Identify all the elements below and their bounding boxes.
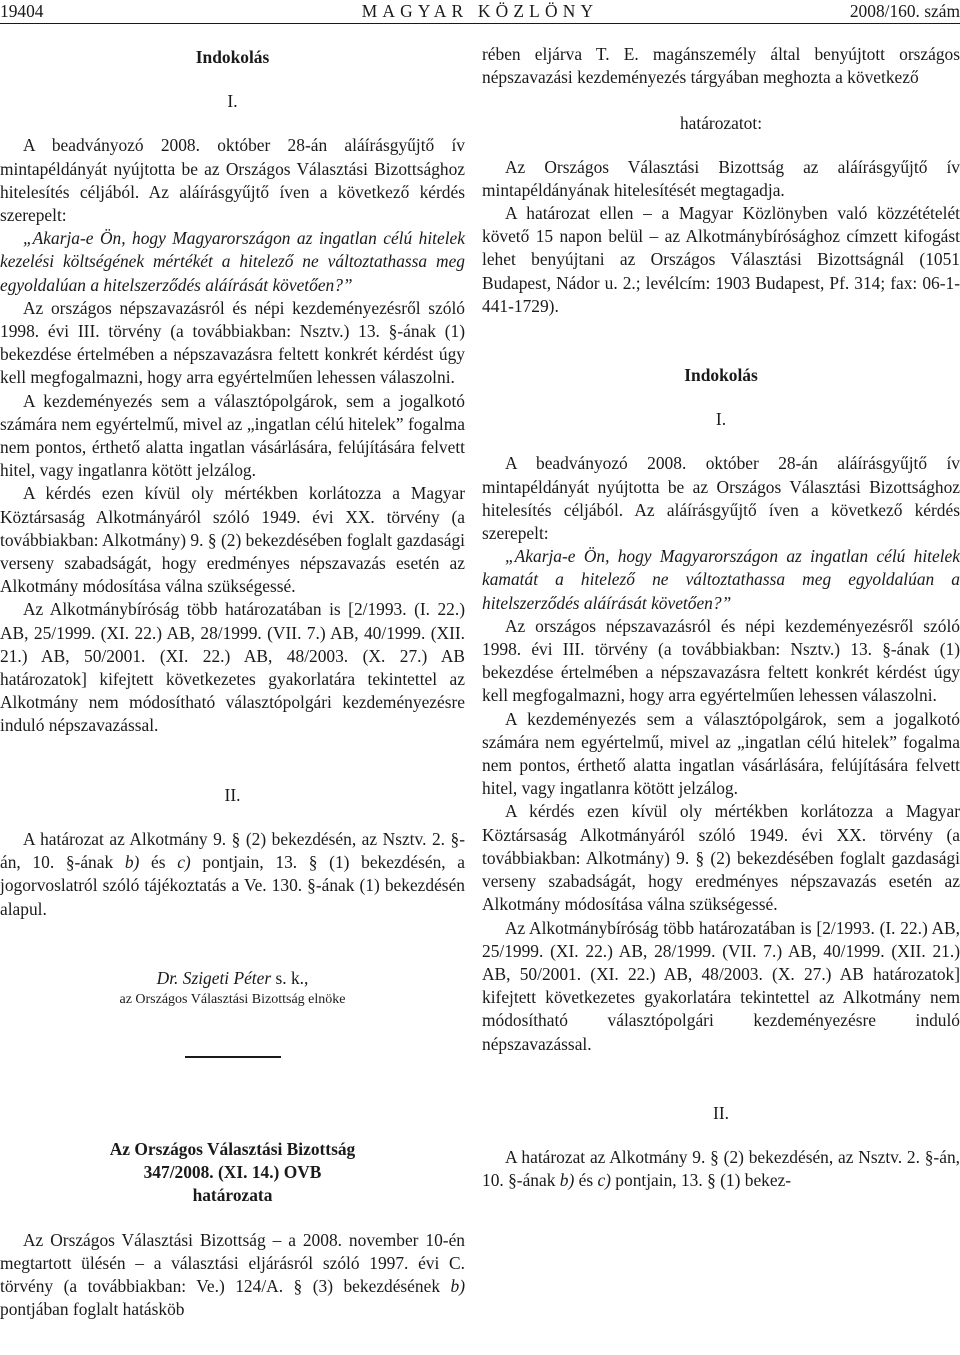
quoted-question: „Akarja-e Ön, hogy Magyarországon az ingatlan célú hitelek kezelési költségének mértékét a hitelező ne változtathassa meg egyoldalúan a hitelszerződés aláírását követően?” xyxy=(0,228,465,295)
text-run: b) xyxy=(124,852,140,873)
header-rule xyxy=(0,23,960,24)
paragraph: Az Alkotmánybíróság több határozatában is [2/1993. (I. 22.) AB, 25/1999. (XI. 22.) AB, 28/1999. (VII. 7.) AB, 40/1999. (XII. 21.) AB, 50/2001. (XI. 22.) AB, 48/2003. (X. 27.) AB határozatok] kifejtett következetes gyakorlatára tekintettel az Alkotmány nem módosítható választópolgári kezdeményezésre induló népszavazással. xyxy=(482,917,960,1054)
left-column xyxy=(0,46,465,1321)
text-run: A határozat az Alkotmány 9. § (2) bekezdésén, az Nsztv. 2. §-án, 10. §-ának xyxy=(0,828,465,873)
paragraph: A kérdés ezen kívül oly mértékben korlátozza a Magyar Köztársaság Alkotmányáról szóló 1949. évi XX. törvény (a továbbiakban: Alkotmány) 9. § (2) bekezdésében foglalt gazdasági verseny szabadságát, hogy eredményes népszavazás esetén az Alkotmány módosítása válna szükségessé. xyxy=(0,483,465,597)
page-number: 19404 xyxy=(0,1,44,21)
page-header xyxy=(0,0,960,24)
signer-sk: s. k., xyxy=(271,967,309,988)
quoted-question: „Akarja-e Ön, hogy Magyarországon az ingatlan célú hitelek kamatát a hitelező ne változtathassa meg egyoldalúan a hitelszerződés aláírását követően?” xyxy=(482,546,960,613)
paragraph xyxy=(0,828,465,921)
section-number: I. xyxy=(715,409,727,430)
section-number: I. xyxy=(227,91,238,112)
text-run: b) xyxy=(559,1170,575,1191)
journal-title: MAGYAR KÖZLÖNY xyxy=(361,1,599,21)
signature-name xyxy=(0,967,465,990)
paragraph: A beadványozó 2008. október 28-án aláírásgyűjtő ív mintapéldányát nyújtotta be az Országos Választási Bizottsághoz hitelesítés céljából. Az aláírásgyűjtő íven a következő kérdés szerepelt: xyxy=(482,453,960,544)
text-run: pontjain, 13. § (1) bekezdésén, a jogorvoslatról szóló tájékoztatás a Ve. 130. §-ának (1) bekezdésén alapul. xyxy=(0,852,466,919)
section-title: Indokolás xyxy=(195,47,270,67)
decision-title: Az Országos Választási Bizottság xyxy=(109,1138,356,1159)
paragraph xyxy=(482,1146,960,1192)
paragraph: A határozat ellen – a Magyar Közlönyben való közzétételét követő 15 napon belül – az Alkotmánybírósághoz címzett kifogást lehet benyújtani az Országos Választási Bizottságnál (1051 Budapest, Nádor u. 2.; levélcím: 1903 Budapest, Pf. 314; fax: 06-1-441-1729). xyxy=(482,203,960,316)
paragraph: A kezdeményezés sem a választópolgárok, sem a jogalkotó számára nem egyértelmű, mivel az „ingatlan célú hitelek” fogalma nem pontos, érthető alatta ingatlan vásárlására, felújítására felvett hitel, vagy ingatlanra kötött jelzálog. xyxy=(482,708,960,799)
section-title: Indokolás xyxy=(684,365,758,386)
decision-label: határozatot: xyxy=(679,113,763,134)
text-run: és xyxy=(139,852,178,873)
text-run: Az Országos Választási Bizottság – a 2008. november 10-én megtartott ülésén – a választási eljárásról szóló 1997. évi C. törvény (a továbbiakban: Ve.) 124/A. § (3) bekezdésének xyxy=(0,1229,465,1296)
text-run: c) xyxy=(597,1170,611,1191)
text-run: c) xyxy=(177,852,191,873)
section-number: II. xyxy=(713,1102,729,1123)
paragraph: Az országos népszavazásról és népi kezdeményezésről szóló 1998. évi III. törvény (a továbbiakban: Nsztv.) 13. §-ának (1) bekezdése értelmében a népszavazásra feltett konkrét kérdést úgy kell megfogalmazni, hogy arra egyértelműen lehessen válaszolni. xyxy=(0,297,465,388)
text-run: és xyxy=(574,1170,598,1191)
text-run: b) xyxy=(450,1275,465,1296)
paragraph: Az Alkotmánybíróság több határozatában is [2/1993. (I. 22.) AB, 25/1999. (XI. 22.) AB, 28/1999. (VII. 7.) AB, 40/1999. (XII. 21.) AB, 50/2001. (XI. 22.) AB, 48/2003. (X. 27.) AB határozatok] kifejtett következetes gyakorlatára tekintettel az Alkotmány nem módosítható választópolgári kezdeményezésre induló népszavazással. xyxy=(0,599,465,736)
paragraph xyxy=(0,1229,465,1322)
paragraph: A kérdés ezen kívül oly mértékben korlátozza a Magyar Köztársaság Alkotmányáról szóló 1949. évi XX. törvény (a továbbiakban: Alkotmány) 9. § (2) bekezdésében foglalt gazdasági verseny szabadságát, hogy eredményes népszavazás esetén az Alkotmány módosítása válna szükségessé. xyxy=(482,801,960,915)
signer-name: Dr. Szigeti Péter xyxy=(156,967,272,988)
paragraph: Az országos népszavazásról és népi kezdeményezésről szóló 1998. évi III. törvény (a továbbiakban: Nsztv.) 13. §-ának (1) bekezdése értelmében a népszavazásra feltett konkrét kérdést úgy kell megfogalmazni, hogy arra egyértelműen lehessen válaszolni. xyxy=(482,615,960,706)
text-run: A határozat az Alkotmány 9. § (2) bekezdésén, az Nsztv. 2. §-án, 10. §-ának xyxy=(482,1146,960,1191)
paragraph: rében eljárva T. E. magánszemély által benyújtott országos népszavazási kezdeményezés tárgyában meghozta a következő xyxy=(482,44,960,88)
decision-number: 347/2008. (XI. 14.) OVB xyxy=(143,1162,322,1183)
decision-subtitle: határozata xyxy=(192,1185,273,1206)
section-number: II. xyxy=(224,784,241,805)
text-run: pontjában foglalt hatásköb xyxy=(0,1299,185,1320)
paragraph: A kezdeményezés sem a választópolgárok, sem a jogalkotó számára nem egyértelmű, mivel az „ingatlan célú hitelek” fogalma nem pontos, érthető alatta ingatlan vásárlására, felújítására felvett hitel, vagy ingatlanra kötött jelzálog. xyxy=(0,390,465,481)
issue-number: 2008/160. szám xyxy=(849,1,960,21)
paragraph: Az Országos Választási Bizottság az aláírásgyűjtő ív mintapéldányának hitelesítését megtagadja. xyxy=(482,156,960,200)
signature-role: az Országos Választási Bizottság elnöke xyxy=(119,991,346,1007)
text-run: pontjain, 13. § (1) bekez- xyxy=(610,1170,792,1191)
paragraph: A beadványozó 2008. október 28-án aláírásgyűjtő ív mintapéldányát nyújtotta be az Országos Választási Bizottsághoz hitelesítés céljából. Az aláírásgyűjtő íven a következő kérdés szerepelt: xyxy=(0,135,465,226)
right-column xyxy=(482,43,960,1192)
